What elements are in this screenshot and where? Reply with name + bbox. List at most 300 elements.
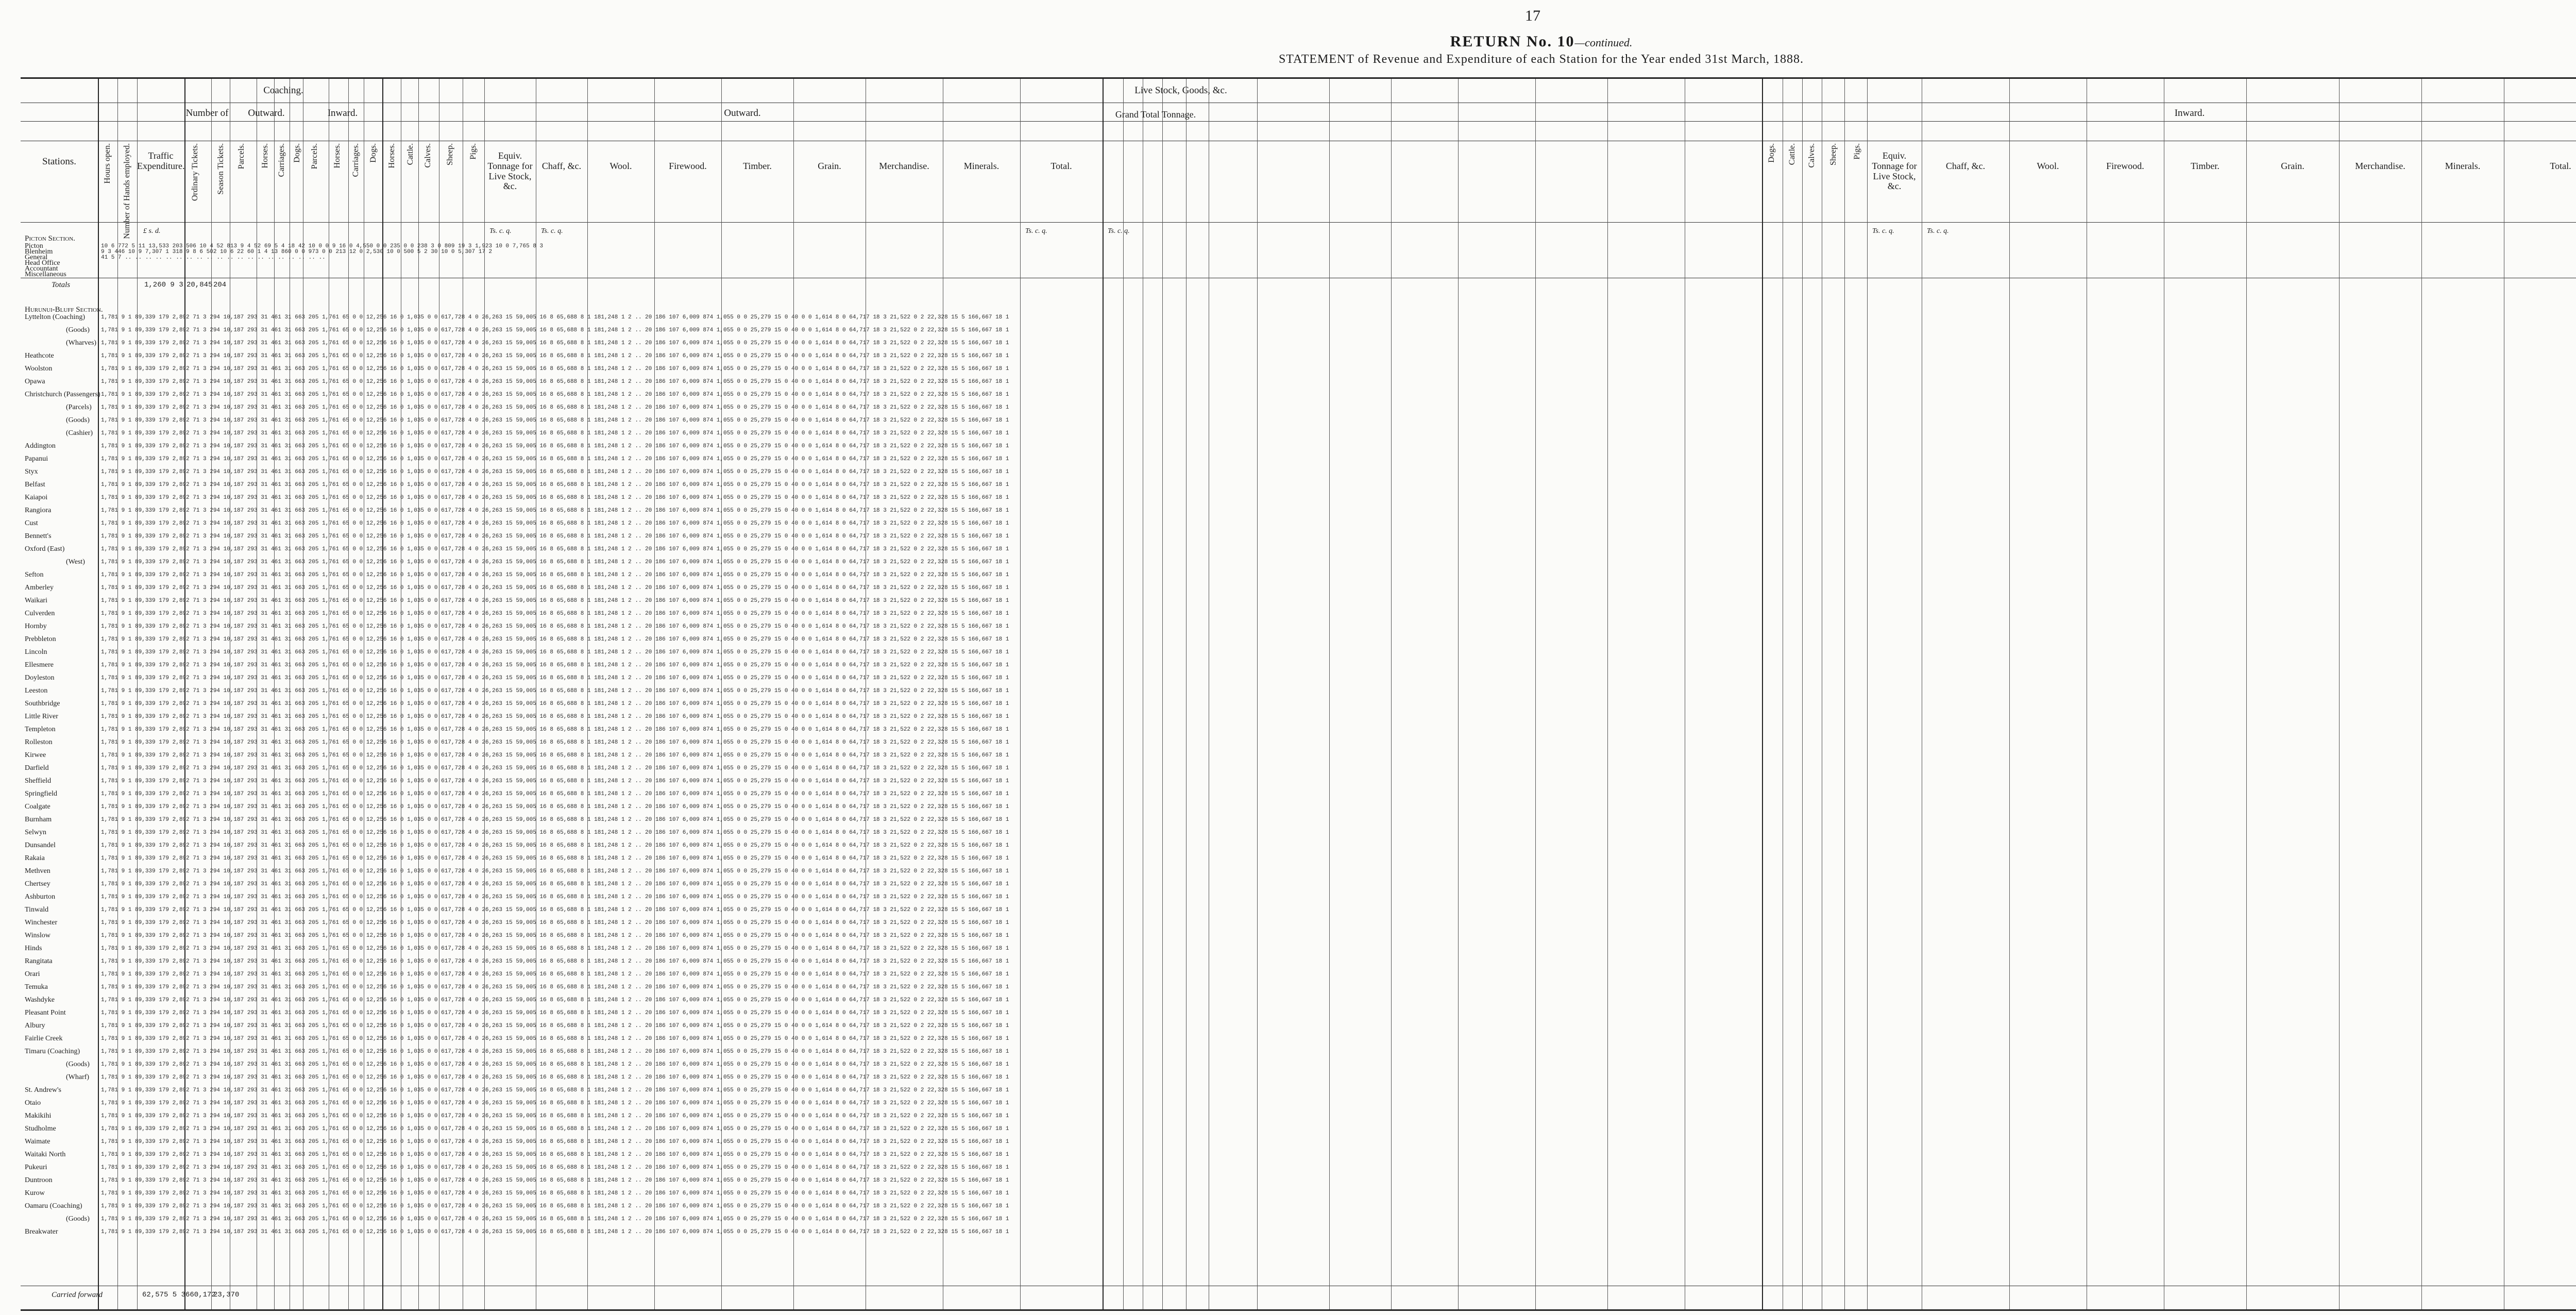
hurunui-row: [21, 893, 2576, 901]
row-values: 1,781 9 1 89,339 179 2,892 71 3 294 10,187 293 31 461 31 663 205 1,761 65 0 0 12,256 16 0 1,035 0 0 617,728 4 0 26,263 15 59,005 16 8 65,688 8 1 181,248 1 2 .. 20 186 107 6,009 874 1,055 0 0 25,279 15 0 40 0 0 1,614 8 0 64,717 18 3 21,522 0 2 22,328 15 5 166,667 18 1: [101, 830, 1009, 836]
hurunui-row: [21, 597, 2576, 604]
station-name: Templeton: [25, 726, 56, 733]
hurunui-row: [21, 456, 2576, 463]
hurunui-row: [21, 365, 2576, 373]
station-name: Methven: [25, 867, 50, 875]
hurunui-row: [21, 1112, 2576, 1120]
station-name: Lincoln: [25, 648, 47, 656]
row-values: 1,781 9 1 89,339 179 2,892 71 3 294 10,187 293 31 461 31 663 205 1,761 65 0 0 12,256 16 0 1,035 0 0 617,728 4 0 26,263 15 59,005 16 8 65,688 8 1 181,248 1 2 .. 20 186 107 6,009 874 1,055 0 0 25,279 15 0 40 0 0 1,614 8 0 64,717 18 3 21,522 0 2 22,328 15 5 166,667 18 1: [101, 1203, 1009, 1209]
hurunui-row: [21, 571, 2576, 579]
cf-tickets: 660,172: [185, 1291, 216, 1299]
station-name: Rangiora: [25, 507, 52, 514]
station-name: Opawa: [25, 378, 45, 385]
station-name: Dunsandel: [25, 841, 56, 849]
hurunui-row: [21, 662, 2576, 669]
station-name: (Wharves): [66, 339, 97, 347]
hurunui-row: [21, 636, 2576, 643]
hurunui-row: [21, 919, 2576, 926]
row-values: 1,781 9 1 89,339 179 2,892 71 3 294 10,187 293 31 461 31 663 205 1,761 65 0 0 12,256 16 0 1,035 0 0 617,728 4 0 26,263 15 59,005 16 8 65,688 8 1 181,248 1 2 .. 20 186 107 6,009 874 1,055 0 0 25,279 15 0 40 0 0 1,614 8 0 64,717 18 3 21,522 0 2 22,328 15 5 166,667 18 1: [101, 443, 1009, 449]
row-values: 1,781 9 1 89,339 179 2,892 71 3 294 10,187 293 31 461 31 663 205 1,761 65 0 0 12,256 16 0 1,035 0 0 617,728 4 0 26,263 15 59,005 16 8 65,688 8 1 181,248 1 2 .. 20 186 107 6,009 874 1,055 0 0 25,279 15 0 40 0 0 1,614 8 0 64,717 18 3 21,522 0 2 22,328 15 5 166,667 18 1: [101, 765, 1009, 771]
return-table: [21, 77, 2576, 1311]
row-values: 1,781 9 1 89,339 179 2,892 71 3 294 10,187 293 31 461 31 663 205 1,761 65 0 0 12,256 16 0 1,035 0 0 617,728 4 0 26,263 15 59,005 16 8 65,688 8 1 181,248 1 2 .. 20 186 107 6,009 874 1,055 0 0 25,279 15 0 40 0 0 1,614 8 0 64,717 18 3 21,522 0 2 22,328 15 5 166,667 18 1: [101, 739, 1009, 746]
row-values: 1,781 9 1 89,339 179 2,892 71 3 294 10,187 293 31 461 31 663 205 1,761 65 0 0 12,256 16 0 1,035 0 0 617,728 4 0 26,263 15 59,005 16 8 65,688 8 1 181,248 1 2 .. 20 186 107 6,009 874 1,055 0 0 25,279 15 0 40 0 0 1,614 8 0 64,717 18 3 21,522 0 2 22,328 15 5 166,667 18 1: [101, 1177, 1009, 1184]
hurunui-row: [21, 881, 2576, 888]
row-values: 1,781 9 1 89,339 179 2,892 71 3 294 10,187 293 31 461 31 663 205 1,761 65 0 0 12,256 16 0 1,035 0 0 617,728 4 0 26,263 15 59,005 16 8 65,688 8 1 181,248 1 2 .. 20 186 107 6,009 874 1,055 0 0 25,279 15 0 40 0 0 1,614 8 0 64,717 18 3 21,522 0 2 22,328 15 5 166,667 18 1: [101, 456, 1009, 462]
row-values: 1,781 9 1 89,339 179 2,892 71 3 294 10,187 293 31 461 31 663 205 1,761 65 0 0 12,256 16 0 1,035 0 0 617,728 4 0 26,263 15 59,005 16 8 65,688 8 1 181,248 1 2 .. 20 186 107 6,009 874 1,055 0 0 25,279 15 0 40 0 0 1,614 8 0 64,717 18 3 21,522 0 2 22,328 15 5 166,667 18 1: [101, 1087, 1009, 1093]
station-name: (Parcels): [66, 403, 92, 411]
station-name: Chertsey: [25, 880, 50, 888]
station-name: Ashburton: [25, 893, 56, 901]
row-values: 1,781 9 1 89,339 179 2,892 71 3 294 10,187 293 31 461 31 663 205 1,761 65 0 0 12,256 16 0 1,035 0 0 617,728 4 0 26,263 15 59,005 16 8 65,688 8 1 181,248 1 2 .. 20 186 107 6,009 874 1,055 0 0 25,279 15 0 40 0 0 1,614 8 0 64,717 18 3 21,522 0 2 22,328 15 5 166,667 18 1: [101, 1049, 1009, 1055]
in-merchandise-header: Merchandise.: [2355, 161, 2405, 171]
hurunui-row: [21, 468, 2576, 476]
page-number: 17: [1525, 7, 1540, 24]
station-name: Waimate: [25, 1138, 50, 1145]
return-title-text: RETURN No. 10: [1450, 33, 1575, 50]
ordinary-tickets-header: Ordinary Tickets.: [191, 143, 199, 201]
row-values: 1,781 9 1 89,339 179 2,892 71 3 294 10,187 293 31 461 31 663 205 1,761 65 0 0 12,256 16 0 1,035 0 0 617,728 4 0 26,263 15 59,005 16 8 65,688 8 1 181,248 1 2 .. 20 186 107 6,009 874 1,055 0 0 25,279 15 0 40 0 0 1,614 8 0 64,717 18 3 21,522 0 2 22,328 15 5 166,667 18 1: [101, 1023, 1009, 1029]
hours-open-header: Hours open.: [103, 143, 112, 184]
station-name: Orari: [25, 970, 40, 978]
station-name: Kurow: [25, 1189, 45, 1197]
in-dogs-ls-header: Dogs.: [1767, 143, 1776, 163]
station-name: Hornby: [25, 622, 47, 630]
hurunui-row: [21, 816, 2576, 823]
row-values: 1,781 9 1 89,339 179 2,892 71 3 294 10,187 293 31 461 31 663 205 1,761 65 0 0 12,256 16 0 1,035 0 0 617,728 4 0 26,263 15 59,005 16 8 65,688 8 1 181,248 1 2 .. 20 186 107 6,009 874 1,055 0 0 25,279 15 0 40 0 0 1,614 8 0 64,717 18 3 21,522 0 2 22,328 15 5 166,667 18 1: [101, 727, 1009, 733]
row-values: 1,781 9 1 89,339 179 2,892 71 3 294 10,187 293 31 461 31 663 205 1,761 65 0 0 12,256 16 0 1,035 0 0 617,728 4 0 26,263 15 59,005 16 8 65,688 8 1 181,248 1 2 .. 20 186 107 6,009 874 1,055 0 0 25,279 15 0 40 0 0 1,614 8 0 64,717 18 3 21,522 0 2 22,328 15 5 166,667 18 1: [101, 855, 1009, 862]
station-name: Kirwee: [25, 751, 46, 759]
hurunui-row: [21, 1048, 2576, 1055]
hurunui-row: [21, 739, 2576, 746]
coaching-inward-header: Inward.: [327, 108, 358, 119]
hurunui-row: [21, 494, 2576, 501]
station-name: Bennett's: [25, 532, 52, 540]
station-name: Tinwald: [25, 906, 49, 914]
row-values: 1,781 9 1 89,339 179 2,892 71 3 294 10,187 293 31 461 31 663 205 1,761 65 0 0 12,256 16 0 1,035 0 0 617,728 4 0 26,263 15 59,005 16 8 65,688 8 1 181,248 1 2 .. 20 186 107 6,009 874 1,055 0 0 25,279 15 0 40 0 0 1,614 8 0 64,717 18 3 21,522 0 2 22,328 15 5 166,667 18 1: [101, 508, 1009, 514]
station-name: Woolston: [25, 365, 53, 373]
in-total-header: Total.: [2550, 161, 2571, 171]
row-values: 1,781 9 1 89,339 179 2,892 71 3 294 10,187 293 31 461 31 663 205 1,761 65 0 0 12,256 16 0 1,035 0 0 617,728 4 0 26,263 15 59,005 16 8 65,688 8 1 181,248 1 2 .. 20 186 107 6,009 874 1,055 0 0 25,279 15 0 40 0 0 1,614 8 0 64,717 18 3 21,522 0 2 22,328 15 5 166,667 18 1: [101, 688, 1009, 694]
hurunui-row: [21, 610, 2576, 617]
out-wool-header: Wool.: [609, 161, 632, 171]
hurunui-row: [21, 1009, 2576, 1017]
station-name: Amberley: [25, 584, 54, 592]
live-stock-header: Live Stock, Goods, &c.: [1134, 85, 1227, 96]
hurunui-row: [21, 417, 2576, 424]
hurunui-row: [21, 1228, 2576, 1236]
in-wool-header: Wool.: [2037, 161, 2059, 171]
row-values: 1,781 9 1 89,339 179 2,892 71 3 294 10,187 293 31 461 31 663 205 1,761 65 0 0 12,256 16 0 1,035 0 0 617,728 4 0 26,263 15 59,005 16 8 65,688 8 1 181,248 1 2 .. 20 186 107 6,009 874 1,055 0 0 25,279 15 0 40 0 0 1,614 8 0 64,717 18 3 21,522 0 2 22,328 15 5 166,667 18 1: [101, 1061, 1009, 1068]
row-values: 1,781 9 1 89,339 179 2,892 71 3 294 10,187 293 31 461 31 663 205 1,761 65 0 0 12,256 16 0 1,035 0 0 617,728 4 0 26,263 15 59,005 16 8 65,688 8 1 181,248 1 2 .. 20 186 107 6,009 874 1,055 0 0 25,279 15 0 40 0 0 1,614 8 0 64,717 18 3 21,522 0 2 22,328 15 5 166,667 18 1: [101, 971, 1009, 977]
station-name: Albury: [25, 1022, 45, 1030]
picton-total-expenditure: 1,260 9 3: [144, 281, 183, 289]
hurunui-row: [21, 906, 2576, 914]
row-values: 1,781 9 1 89,339 179 2,892 71 3 294 10,187 293 31 461 31 663 205 1,761 65 0 0 12,256 16 0 1,035 0 0 617,728 4 0 26,263 15 59,005 16 8 65,688 8 1 181,248 1 2 .. 20 186 107 6,009 874 1,055 0 0 25,279 15 0 40 0 0 1,614 8 0 64,717 18 3 21,522 0 2 22,328 15 5 166,667 18 1: [101, 804, 1009, 810]
hurunui-row: [21, 443, 2576, 450]
station-name: Southbridge: [25, 700, 60, 707]
number-of-header: Number of: [185, 108, 229, 119]
row-values: 1,781 9 1 89,339 179 2,892 71 3 294 10,187 293 31 461 31 663 205 1,761 65 0 0 12,256 16 0 1,035 0 0 617,728 4 0 26,263 15 59,005 16 8 65,688 8 1 181,248 1 2 .. 20 186 107 6,009 874 1,055 0 0 25,279 15 0 40 0 0 1,614 8 0 64,717 18 3 21,522 0 2 22,328 15 5 166,667 18 1: [101, 417, 1009, 424]
row-values: 1,781 9 1 89,339 179 2,892 71 3 294 10,187 293 31 461 31 663 205 1,761 65 0 0 12,256 16 0 1,035 0 0 617,728 4 0 26,263 15 59,005 16 8 65,688 8 1 181,248 1 2 .. 20 186 107 6,009 874 1,055 0 0 25,279 15 0 40 0 0 1,614 8 0 64,717 18 3 21,522 0 2 22,328 15 5 166,667 18 1: [101, 984, 1009, 990]
station-name: Pleasant Point: [25, 1009, 66, 1017]
in-dogs-header: Dogs.: [369, 143, 378, 163]
station-name: Addington: [25, 442, 56, 450]
hurunui-row: [21, 1151, 2576, 1158]
station-name: Pukeuri: [25, 1164, 47, 1171]
hurunui-row: [21, 584, 2576, 592]
row-values: 1,781 9 1 89,339 179 2,892 71 3 294 10,187 293 31 461 31 663 205 1,761 65 0 0 12,256 16 0 1,035 0 0 617,728 4 0 26,263 15 59,005 16 8 65,688 8 1 181,248 1 2 .. 20 186 107 6,009 874 1,055 0 0 25,279 15 0 40 0 0 1,614 8 0 64,717 18 3 21,522 0 2 22,328 15 5 166,667 18 1: [101, 1216, 1009, 1222]
station-name: Coalgate: [25, 803, 50, 811]
row-values: 1,781 9 1 89,339 179 2,892 71 3 294 10,187 293 31 461 31 663 205 1,761 65 0 0 12,256 16 0 1,035 0 0 617,728 4 0 26,263 15 59,005 16 8 65,688 8 1 181,248 1 2 .. 20 186 107 6,009 874 1,055 0 0 25,279 15 0 40 0 0 1,614 8 0 64,717 18 3 21,522 0 2 22,328 15 5 166,667 18 1: [101, 1113, 1009, 1119]
stations-header-left: Stations.: [42, 156, 76, 167]
out-sheep-header: Sheep.: [446, 143, 454, 166]
hurunui-row: [21, 649, 2576, 656]
units-in-chaff: Ts. c. q.: [1927, 227, 1949, 235]
station-name: Papanui: [25, 455, 48, 463]
hurunui-row: [21, 713, 2576, 720]
goods-outward-header: Outward.: [724, 108, 761, 119]
row-values: 1,781 9 1 89,339 179 2,892 71 3 294 10,187 293 31 461 31 663 205 1,761 65 0 0 12,256 16 0 1,035 0 0 617,728 4 0 26,263 15 59,005 16 8 65,688 8 1 181,248 1 2 .. 20 186 107 6,009 874 1,055 0 0 25,279 15 0 40 0 0 1,614 8 0 64,717 18 3 21,522 0 2 22,328 15 5 166,667 18 1: [101, 881, 1009, 887]
coaching-outward-header: Outward.: [248, 108, 285, 119]
hurunui-row: [21, 327, 2576, 334]
hurunui-row: [21, 404, 2576, 411]
out-equiv-header: Equiv. Tonnage for Live Stock, &c.: [487, 150, 533, 192]
hurunui-row: [21, 842, 2576, 849]
carried-forward-label: Carried forward: [52, 1291, 103, 1299]
row-values: 1,781 9 1 89,339 179 2,892 71 3 294 10,187 293 31 461 31 663 205 1,761 65 0 0 12,256 16 0 1,035 0 0 617,728 4 0 26,263 15 59,005 16 8 65,688 8 1 181,248 1 2 .. 20 186 107 6,009 874 1,055 0 0 25,279 15 0 40 0 0 1,614 8 0 64,717 18 3 21,522 0 2 22,328 15 5 166,667 18 1: [101, 649, 1009, 655]
row-values: 1,781 9 1 89,339 179 2,892 71 3 294 10,187 293 31 461 31 663 205 1,761 65 0 0 12,256 16 0 1,035 0 0 617,728 4 0 26,263 15 59,005 16 8 65,688 8 1 181,248 1 2 .. 20 186 107 6,009 874 1,055 0 0 25,279 15 0 40 0 0 1,614 8 0 64,717 18 3 21,522 0 2 22,328 15 5 166,667 18 1: [101, 379, 1009, 385]
hurunui-row: [21, 1035, 2576, 1042]
hurunui-section-heading: Hurunui-Bluff Section.: [25, 306, 103, 314]
station-name: Washdyke: [25, 996, 55, 1004]
in-cattle-header: Cattle.: [1788, 143, 1797, 165]
row-values: 1,781 9 1 89,339 179 2,892 71 3 294 10,187 293 31 461 31 663 205 1,761 65 0 0 12,256 16 0 1,035 0 0 617,728 4 0 26,263 15 59,005 16 8 65,688 8 1 181,248 1 2 .. 20 186 107 6,009 874 1,055 0 0 25,279 15 0 40 0 0 1,614 8 0 64,717 18 3 21,522 0 2 22,328 15 5 166,667 18 1: [101, 1229, 1009, 1235]
return-title-suffix: —continued.: [1574, 36, 1633, 49]
station-name: Duntroon: [25, 1176, 53, 1184]
out-dogs-header: Dogs.: [293, 143, 301, 163]
row-values: 1,781 9 1 89,339 179 2,892 71 3 294 10,187 293 31 461 31 663 205 1,761 65 0 0 12,256 16 0 1,035 0 0 617,728 4 0 26,263 15 59,005 16 8 65,688 8 1 181,248 1 2 .. 20 186 107 6,009 874 1,055 0 0 25,279 15 0 40 0 0 1,614 8 0 64,717 18 3 21,522 0 2 22,328 15 5 166,667 18 1: [101, 546, 1009, 552]
station-name: Burnham: [25, 816, 52, 823]
hurunui-row: [21, 868, 2576, 875]
in-firewood-header: Firewood.: [2106, 161, 2144, 171]
out-horses-ls-header: Horses.: [387, 143, 396, 168]
row-values: 1,781 9 1 89,339 179 2,892 71 3 294 10,187 293 31 461 31 663 205 1,761 65 0 0 12,256 16 0 1,035 0 0 617,728 4 0 26,263 15 59,005 16 8 65,688 8 1 181,248 1 2 .. 20 186 107 6,009 874 1,055 0 0 25,279 15 0 40 0 0 1,614 8 0 64,717 18 3 21,522 0 2 22,328 15 5 166,667 18 1: [101, 907, 1009, 913]
row-values: 1,781 9 1 89,339 179 2,892 71 3 294 10,187 293 31 461 31 663 205 1,761 65 0 0 12,256 16 0 1,035 0 0 617,728 4 0 26,263 15 59,005 16 8 65,688 8 1 181,248 1 2 .. 20 186 107 6,009 874 1,055 0 0 25,279 15 0 40 0 0 1,614 8 0 64,717 18 3 21,522 0 2 22,328 15 5 166,667 18 1: [101, 482, 1009, 488]
hurunui-row: [21, 314, 2576, 321]
hurunui-row: [21, 546, 2576, 553]
row-values: 1,781 9 1 89,339 179 2,892 71 3 294 10,187 293 31 461 31 663 205 1,761 65 0 0 12,256 16 0 1,035 0 0 617,728 4 0 26,263 15 59,005 16 8 65,688 8 1 181,248 1 2 .. 20 186 107 6,009 874 1,055 0 0 25,279 15 0 40 0 0 1,614 8 0 64,717 18 3 21,522 0 2 22,328 15 5 166,667 18 1: [101, 598, 1009, 604]
out-horses-header: Horses.: [261, 143, 269, 168]
cf-season: 23,370: [213, 1291, 240, 1299]
hurunui-row: [21, 945, 2576, 952]
row-values: 1,781 9 1 89,339 179 2,892 71 3 294 10,187 293 31 461 31 663 205 1,761 65 0 0 12,256 16 0 1,035 0 0 617,728 4 0 26,263 15 59,005 16 8 65,688 8 1 181,248 1 2 .. 20 186 107 6,009 874 1,055 0 0 25,279 15 0 40 0 0 1,614 8 0 64,717 18 3 21,522 0 2 22,328 15 5 166,667 18 1: [101, 701, 1009, 707]
station-name: Picton: [25, 242, 43, 250]
units-in-equiv: Ts. c. q.: [1872, 227, 1894, 235]
picton-total-season: 204: [213, 281, 227, 289]
hurunui-row: [21, 1203, 2576, 1210]
hurunui-row: [21, 1138, 2576, 1145]
hurunui-row: [21, 1164, 2576, 1171]
in-carriages-header: Carriages.: [351, 143, 360, 177]
hurunui-row: [21, 855, 2576, 862]
station-name: Kaiapoi: [25, 494, 48, 501]
station-name: Timaru (Coaching): [25, 1048, 80, 1055]
hurunui-row: [21, 829, 2576, 836]
hurunui-row: [21, 803, 2576, 811]
hurunui-row: [21, 1125, 2576, 1133]
out-grain-header: Grain.: [818, 161, 841, 171]
station-name: (Goods): [66, 326, 90, 334]
station-name: Breakwater: [25, 1228, 58, 1236]
station-name: Oamaru (Coaching): [25, 1202, 82, 1210]
hurunui-row: [21, 997, 2576, 1004]
row-values: 1,781 9 1 89,339 179 2,892 71 3 294 10,187 293 31 461 31 663 205 1,761 65 0 0 12,256 16 0 1,035 0 0 617,728 4 0 26,263 15 59,005 16 8 65,688 8 1 181,248 1 2 .. 20 186 107 6,009 874 1,055 0 0 25,279 15 0 40 0 0 1,614 8 0 64,717 18 3 21,522 0 2 22,328 15 5 166,667 18 1: [101, 675, 1009, 681]
station-name: Selwyn: [25, 829, 46, 836]
station-name: Styx: [25, 468, 38, 476]
row-values: 1,781 9 1 89,339 179 2,892 71 3 294 10,187 293 31 461 31 663 205 1,761 65 0 0 12,256 16 0 1,035 0 0 617,728 4 0 26,263 15 59,005 16 8 65,688 8 1 181,248 1 2 .. 20 186 107 6,009 874 1,055 0 0 25,279 15 0 40 0 0 1,614 8 0 64,717 18 3 21,522 0 2 22,328 15 5 166,667 18 1: [101, 533, 1009, 540]
row-values: 1,781 9 1 89,339 179 2,892 71 3 294 10,187 293 31 461 31 663 205 1,761 65 0 0 12,256 16 0 1,035 0 0 617,728 4 0 26,263 15 59,005 16 8 65,688 8 1 181,248 1 2 .. 20 186 107 6,009 874 1,055 0 0 25,279 15 0 40 0 0 1,614 8 0 64,717 18 3 21,522 0 2 22,328 15 5 166,667 18 1: [101, 842, 1009, 849]
station-name: Sefton: [25, 571, 44, 579]
station-name: Makikihi: [25, 1112, 52, 1120]
row-values: 1,781 9 1 89,339 179 2,892 71 3 294 10,187 293 31 461 31 663 205 1,761 65 0 0 12,256 16 0 1,035 0 0 617,728 4 0 26,263 15 59,005 16 8 65,688 8 1 181,248 1 2 .. 20 186 107 6,009 874 1,055 0 0 25,279 15 0 40 0 0 1,614 8 0 64,717 18 3 21,522 0 2 22,328 15 5 166,667 18 1: [101, 366, 1009, 372]
hurunui-row: [21, 984, 2576, 991]
station-name: Belfast: [25, 481, 45, 488]
hurunui-row: [21, 958, 2576, 965]
row-values: 1,781 9 1 89,339 179 2,892 71 3 294 10,187 293 31 461 31 663 205 1,761 65 0 0 12,256 16 0 1,035 0 0 617,728 4 0 26,263 15 59,005 16 8 65,688 8 1 181,248 1 2 .. 20 186 107 6,009 874 1,055 0 0 25,279 15 0 40 0 0 1,614 8 0 64,717 18 3 21,522 0 2 22,328 15 5 166,667 18 1: [101, 1126, 1009, 1132]
out-total-header: Total.: [1050, 161, 1072, 171]
out-chaff-header: Chaff, &c.: [541, 161, 582, 171]
row-values: 1,781 9 1 89,339 179 2,892 71 3 294 10,187 293 31 461 31 663 205 1,761 65 0 0 12,256 16 0 1,035 0 0 617,728 4 0 26,263 15 59,005 16 8 65,688 8 1 181,248 1 2 .. 20 186 107 6,009 874 1,055 0 0 25,279 15 0 40 0 0 1,614 8 0 64,717 18 3 21,522 0 2 22,328 15 5 166,667 18 1: [101, 1010, 1009, 1016]
row-values: 1,781 9 1 89,339 179 2,892 71 3 294 10,187 293 31 461 31 663 205 1,761 65 0 0 12,256 16 0 1,035 0 0 617,728 4 0 26,263 15 59,005 16 8 65,688 8 1 181,248 1 2 .. 20 186 107 6,009 874 1,055 0 0 25,279 15 0 40 0 0 1,614 8 0 64,717 18 3 21,522 0 2 22,328 15 5 166,667 18 1: [101, 340, 1009, 346]
row-values: 1,781 9 1 89,339 179 2,892 71 3 294 10,187 293 31 461 31 663 205 1,761 65 0 0 12,256 16 0 1,035 0 0 617,728 4 0 26,263 15 59,005 16 8 65,688 8 1 181,248 1 2 .. 20 186 107 6,009 874 1,055 0 0 25,279 15 0 40 0 0 1,614 8 0 64,717 18 3 21,522 0 2 22,328 15 5 166,667 18 1: [101, 997, 1009, 1003]
in-minerals-header: Minerals.: [2445, 161, 2481, 171]
row-values: 1,781 9 1 89,339 179 2,892 71 3 294 10,187 293 31 461 31 663 205 1,761 65 0 0 12,256 16 0 1,035 0 0 617,728 4 0 26,263 15 59,005 16 8 65,688 8 1 181,248 1 2 .. 20 186 107 6,009 874 1,055 0 0 25,279 15 0 40 0 0 1,614 8 0 64,717 18 3 21,522 0 2 22,328 15 5 166,667 18 1: [101, 404, 1009, 411]
row-values: 1,781 9 1 89,339 179 2,892 71 3 294 10,187 293 31 461 31 663 205 1,761 65 0 0 12,256 16 0 1,035 0 0 617,728 4 0 26,263 15 59,005 16 8 65,688 8 1 181,248 1 2 .. 20 186 107 6,009 874 1,055 0 0 25,279 15 0 40 0 0 1,614 8 0 64,717 18 3 21,522 0 2 22,328 15 5 166,667 18 1: [101, 933, 1009, 939]
row-values: 1,781 9 1 89,339 179 2,892 71 3 294 10,187 293 31 461 31 663 205 1,761 65 0 0 12,256 16 0 1,035 0 0 617,728 4 0 26,263 15 59,005 16 8 65,688 8 1 181,248 1 2 .. 20 186 107 6,009 874 1,055 0 0 25,279 15 0 40 0 0 1,614 8 0 64,717 18 3 21,522 0 2 22,328 15 5 166,667 18 1: [101, 353, 1009, 359]
in-pigs-header: Pigs.: [1853, 143, 1861, 160]
station-name: Sheffield: [25, 777, 52, 785]
hurunui-row: [21, 340, 2576, 347]
hurunui-row: [21, 1022, 2576, 1030]
station-name: General: [25, 254, 48, 261]
station-name: (Wharf): [66, 1073, 90, 1081]
row-values: 1,781 9 1 89,339 179 2,892 71 3 294 10,187 293 31 461 31 663 205 1,761 65 0 0 12,256 16 0 1,035 0 0 617,728 4 0 26,263 15 59,005 16 8 65,688 8 1 181,248 1 2 .. 20 186 107 6,009 874 1,055 0 0 25,279 15 0 40 0 0 1,614 8 0 64,717 18 3 21,522 0 2 22,328 15 5 166,667 18 1: [101, 559, 1009, 565]
out-timber-header: Timber.: [743, 161, 772, 171]
station-name: Blenheim: [25, 248, 53, 256]
hurunui-row: [21, 1100, 2576, 1107]
station-name: Temuka: [25, 983, 48, 991]
out-grand-total-header: Grand Total Tonnage.: [1115, 109, 1196, 120]
station-name: Prebbleton: [25, 635, 56, 643]
station-name: Winslow: [25, 932, 50, 939]
station-name: St. Andrew's: [25, 1086, 61, 1094]
row-values: 41 5 7 .. .. .. .. .. .. .. .. .. .. .. .. .. .. .. .. .. .. .. ..: [101, 255, 326, 261]
out-cattle-header: Cattle.: [406, 143, 415, 165]
row-values: 1,781 9 1 89,339 179 2,892 71 3 294 10,187 293 31 461 31 663 205 1,761 65 0 0 12,256 16 0 1,035 0 0 617,728 4 0 26,263 15 59,005 16 8 65,688 8 1 181,248 1 2 .. 20 186 107 6,009 874 1,055 0 0 25,279 15 0 40 0 0 1,614 8 0 64,717 18 3 21,522 0 2 22,328 15 5 166,667 18 1: [101, 392, 1009, 398]
picton-totals-label: Totals: [52, 281, 71, 289]
row-values: 1,781 9 1 89,339 179 2,892 71 3 294 10,187 293 31 461 31 663 205 1,761 65 0 0 12,256 16 0 1,035 0 0 617,728 4 0 26,263 15 59,005 16 8 65,688 8 1 181,248 1 2 .. 20 186 107 6,009 874 1,055 0 0 25,279 15 0 40 0 0 1,614 8 0 64,717 18 3 21,522 0 2 22,328 15 5 166,667 18 1: [101, 662, 1009, 668]
hurunui-row: [21, 533, 2576, 540]
row-values: 10 6 772 5 11 13,533 203 506 10 4 52 813 9 4 52 69 5 4 18 42 10 0 0 9 16 0 4,550 0 0 235 0 0 238 3 0 809 19 3 1,923 10 0 7,765 8 3: [101, 243, 544, 249]
out-merchandise-header: Merchandise.: [879, 161, 929, 171]
station-name: Miscellaneous: [25, 271, 66, 278]
row-values: 1,781 9 1 89,339 179 2,892 71 3 294 10,187 293 31 461 31 663 205 1,761 65 0 0 12,256 16 0 1,035 0 0 617,728 4 0 26,263 15 59,005 16 8 65,688 8 1 181,248 1 2 .. 20 186 107 6,009 874 1,055 0 0 25,279 15 0 40 0 0 1,614 8 0 64,717 18 3 21,522 0 2 22,328 15 5 166,667 18 1: [101, 714, 1009, 720]
out-calves-header: Calves.: [423, 143, 432, 168]
row-values: 1,781 9 1 89,339 179 2,892 71 3 294 10,187 293 31 461 31 663 205 1,761 65 0 0 12,256 16 0 1,035 0 0 617,728 4 0 26,263 15 59,005 16 8 65,688 8 1 181,248 1 2 .. 20 186 107 6,009 874 1,055 0 0 25,279 15 0 40 0 0 1,614 8 0 64,717 18 3 21,522 0 2 22,328 15 5 166,667 18 1: [101, 958, 1009, 965]
hurunui-row: [21, 507, 2576, 514]
hurunui-row: [21, 765, 2576, 772]
out-firewood-header: Firewood.: [669, 161, 707, 171]
row-values: 1,781 9 1 89,339 179 2,892 71 3 294 10,187 293 31 461 31 663 205 1,761 65 0 0 12,256 16 0 1,035 0 0 617,728 4 0 26,263 15 59,005 16 8 65,688 8 1 181,248 1 2 .. 20 186 107 6,009 874 1,055 0 0 25,279 15 0 40 0 0 1,614 8 0 64,717 18 3 21,522 0 2 22,328 15 5 166,667 18 1: [101, 1100, 1009, 1106]
row-values: 1,781 9 1 89,339 179 2,892 71 3 294 10,187 293 31 461 31 663 205 1,761 65 0 0 12,256 16 0 1,035 0 0 617,728 4 0 26,263 15 59,005 16 8 65,688 8 1 181,248 1 2 .. 20 186 107 6,009 874 1,055 0 0 25,279 15 0 40 0 0 1,614 8 0 64,717 18 3 21,522 0 2 22,328 15 5 166,667 18 1: [101, 572, 1009, 578]
station-name: Leeston: [25, 687, 48, 695]
hurunui-row: [21, 752, 2576, 759]
row-values: 1,781 9 1 89,339 179 2,892 71 3 294 10,187 293 31 461 31 663 205 1,761 65 0 0 12,256 16 0 1,035 0 0 617,728 4 0 26,263 15 59,005 16 8 65,688 8 1 181,248 1 2 .. 20 186 107 6,009 874 1,055 0 0 25,279 15 0 40 0 0 1,614 8 0 64,717 18 3 21,522 0 2 22,328 15 5 166,667 18 1: [101, 946, 1009, 952]
station-name: Studholme: [25, 1125, 56, 1133]
row-values: 1,781 9 1 89,339 179 2,892 71 3 294 10,187 293 31 461 31 663 205 1,761 65 0 0 12,256 16 0 1,035 0 0 617,728 4 0 26,263 15 59,005 16 8 65,688 8 1 181,248 1 2 .. 20 186 107 6,009 874 1,055 0 0 25,279 15 0 40 0 0 1,614 8 0 64,717 18 3 21,522 0 2 22,328 15 5 166,667 18 1: [101, 495, 1009, 501]
station-name: (West): [66, 558, 85, 566]
station-name: Fairlie Creek: [25, 1035, 63, 1042]
row-values: 1,781 9 1 89,339 179 2,892 71 3 294 10,187 293 31 461 31 663 205 1,761 65 0 0 12,256 16 0 1,035 0 0 617,728 4 0 26,263 15 59,005 16 8 65,688 8 1 181,248 1 2 .. 20 186 107 6,009 874 1,055 0 0 25,279 15 0 40 0 0 1,614 8 0 64,717 18 3 21,522 0 2 22,328 15 5 166,667 18 1: [101, 1165, 1009, 1171]
hurunui-row: [21, 520, 2576, 527]
in-parcels-header: Parcels.: [310, 143, 319, 170]
season-tickets-header: Season Tickets.: [216, 143, 225, 195]
station-name: Doyleston: [25, 674, 55, 682]
row-values: 1,781 9 1 89,339 179 2,892 71 3 294 10,187 293 31 461 31 663 205 1,761 65 0 0 12,256 16 0 1,035 0 0 617,728 4 0 26,263 15 59,005 16 8 65,688 8 1 181,248 1 2 .. 20 186 107 6,009 874 1,055 0 0 25,279 15 0 40 0 0 1,614 8 0 64,717 18 3 21,522 0 2 22,328 15 5 166,667 18 1: [101, 817, 1009, 823]
hurunui-row: [21, 700, 2576, 707]
station-name: Culverden: [25, 610, 55, 617]
in-chaff-header: Chaff, &c.: [1945, 161, 1986, 171]
hurunui-row: [21, 971, 2576, 978]
row-values: 1,781 9 1 89,339 179 2,892 71 3 294 10,187 293 31 461 31 663 205 1,761 65 0 0 12,256 16 0 1,035 0 0 617,728 4 0 26,263 15 59,005 16 8 65,688 8 1 181,248 1 2 .. 20 186 107 6,009 874 1,055 0 0 25,279 15 0 40 0 0 1,614 8 0 64,717 18 3 21,522 0 2 22,328 15 5 166,667 18 1: [101, 314, 1009, 321]
hurunui-row: [21, 559, 2576, 566]
row-values: 1,781 9 1 89,339 179 2,892 71 3 294 10,187 293 31 461 31 663 205 1,761 65 0 0 12,256 16 0 1,035 0 0 617,728 4 0 26,263 15 59,005 16 8 65,688 8 1 181,248 1 2 .. 20 186 107 6,009 874 1,055 0 0 25,279 15 0 40 0 0 1,614 8 0 64,717 18 3 21,522 0 2 22,328 15 5 166,667 18 1: [101, 791, 1009, 797]
hurunui-row: [21, 481, 2576, 488]
station-name: Waitaki North: [25, 1151, 66, 1158]
station-name: Accountant: [25, 265, 58, 273]
units-expenditure: £ s. d.: [143, 227, 161, 235]
row-values: 1,781 9 1 89,339 179 2,892 71 3 294 10,187 293 31 461 31 663 205 1,761 65 0 0 12,256 16 0 1,035 0 0 617,728 4 0 26,263 15 59,005 16 8 65,688 8 1 181,248 1 2 .. 20 186 107 6,009 874 1,055 0 0 25,279 15 0 40 0 0 1,614 8 0 64,717 18 3 21,522 0 2 22,328 15 5 166,667 18 1: [101, 868, 1009, 874]
in-sheep-header: Sheep.: [1829, 143, 1838, 166]
goods-inward-header: Inward.: [2174, 108, 2205, 119]
hurunui-row: [21, 391, 2576, 398]
hurunui-row: [21, 790, 2576, 798]
station-name: Ellesmere: [25, 661, 54, 669]
hurunui-row: [21, 1190, 2576, 1197]
hurunui-row: [21, 726, 2576, 733]
header-rule-4: [21, 222, 2576, 223]
hurunui-row: [21, 778, 2576, 785]
row-values: 1,781 9 1 89,339 179 2,892 71 3 294 10,187 293 31 461 31 663 205 1,761 65 0 0 12,256 16 0 1,035 0 0 617,728 4 0 26,263 15 59,005 16 8 65,688 8 1 181,248 1 2 .. 20 186 107 6,009 874 1,055 0 0 25,279 15 0 40 0 0 1,614 8 0 64,717 18 3 21,522 0 2 22,328 15 5 166,667 18 1: [101, 636, 1009, 643]
row-values: 9 3 446 10 9 7,307 1 318 9 8 6 502 10 6 22 60 1 4 13 860 0 0 973 0 0 213 12 0 2,530 10 0 500 5 2 30 10 0 5,307 17 2: [101, 249, 493, 255]
row-values: 1,781 9 1 89,339 179 2,892 71 3 294 10,187 293 31 461 31 663 205 1,761 65 0 0 12,256 16 0 1,035 0 0 617,728 4 0 26,263 15 59,005 16 8 65,688 8 1 181,248 1 2 .. 20 186 107 6,009 874 1,055 0 0 25,279 15 0 40 0 0 1,614 8 0 64,717 18 3 21,522 0 2 22,328 15 5 166,667 18 1: [101, 920, 1009, 926]
hurunui-row: [21, 1216, 2576, 1223]
station-name: (Goods): [66, 416, 90, 424]
station-name: Rakaia: [25, 854, 45, 862]
row-values: 1,781 9 1 89,339 179 2,892 71 3 294 10,187 293 31 461 31 663 205 1,761 65 0 0 12,256 16 0 1,035 0 0 617,728 4 0 26,263 15 59,005 16 8 65,688 8 1 181,248 1 2 .. 20 186 107 6,009 874 1,055 0 0 25,279 15 0 40 0 0 1,614 8 0 64,717 18 3 21,522 0 2 22,328 15 5 166,667 18 1: [101, 752, 1009, 758]
units-out-equiv: Ts. c. q.: [489, 227, 512, 235]
out-carriages-header: Carriages.: [277, 143, 286, 177]
row-values: 1,781 9 1 89,339 179 2,892 71 3 294 10,187 293 31 461 31 663 205 1,761 65 0 0 12,256 16 0 1,035 0 0 617,728 4 0 26,263 15 59,005 16 8 65,688 8 1 181,248 1 2 .. 20 186 107 6,009 874 1,055 0 0 25,279 15 0 40 0 0 1,614 8 0 64,717 18 3 21,522 0 2 22,328 15 5 166,667 18 1: [101, 623, 1009, 630]
row-values: 1,781 9 1 89,339 179 2,892 71 3 294 10,187 293 31 461 31 663 205 1,761 65 0 0 12,256 16 0 1,035 0 0 617,728 4 0 26,263 15 59,005 16 8 65,688 8 1 181,248 1 2 .. 20 186 107 6,009 874 1,055 0 0 25,279 15 0 40 0 0 1,614 8 0 64,717 18 3 21,522 0 2 22,328 15 5 166,667 18 1: [101, 894, 1009, 900]
row-values: 1,781 9 1 89,339 179 2,892 71 3 294 10,187 293 31 461 31 663 205 1,761 65 0 0 12,256 16 0 1,035 0 0 617,728 4 0 26,263 15 59,005 16 8 65,688 8 1 181,248 1 2 .. 20 186 107 6,009 874 1,055 0 0 25,279 15 0 40 0 0 1,614 8 0 64,717 18 3 21,522 0 2 22,328 15 5 166,667 18 1: [101, 585, 1009, 591]
hands-employed-header: Number of Hands employed.: [123, 143, 131, 239]
row-values: 1,781 9 1 89,339 179 2,892 71 3 294 10,187 293 31 461 31 663 205 1,761 65 0 0 12,256 16 0 1,035 0 0 617,728 4 0 26,263 15 59,005 16 8 65,688 8 1 181,248 1 2 .. 20 186 107 6,009 874 1,055 0 0 25,279 15 0 40 0 0 1,614 8 0 64,717 18 3 21,522 0 2 22,328 15 5 166,667 18 1: [101, 327, 1009, 333]
units-out-total: Ts. c. q.: [1025, 227, 1047, 235]
station-name: Heathcote: [25, 352, 54, 360]
coaching-header: Coaching.: [263, 85, 303, 96]
out-minerals-header: Minerals.: [963, 161, 999, 171]
station-name: Cust: [25, 519, 38, 527]
row-values: 1,781 9 1 89,339 179 2,892 71 3 294 10,187 293 31 461 31 663 205 1,761 65 0 0 12,256 16 0 1,035 0 0 617,728 4 0 26,263 15 59,005 16 8 65,688 8 1 181,248 1 2 .. 20 186 107 6,009 874 1,055 0 0 25,279 15 0 40 0 0 1,614 8 0 64,717 18 3 21,522 0 2 22,328 15 5 166,667 18 1: [101, 469, 1009, 475]
row-values: 1,781 9 1 89,339 179 2,892 71 3 294 10,187 293 31 461 31 663 205 1,761 65 0 0 12,256 16 0 1,035 0 0 617,728 4 0 26,263 15 59,005 16 8 65,688 8 1 181,248 1 2 .. 20 186 107 6,009 874 1,055 0 0 25,279 15 0 40 0 0 1,614 8 0 64,717 18 3 21,522 0 2 22,328 15 5 166,667 18 1: [101, 430, 1009, 436]
in-horses-header: Horses.: [333, 143, 342, 168]
picton-row: [21, 271, 2576, 278]
station-name: Christchurch (Passengers): [25, 391, 100, 398]
in-timber-header: Timber.: [2191, 161, 2219, 171]
out-parcels-header: Parcels.: [237, 143, 246, 170]
row-values: 1,781 9 1 89,339 179 2,892 71 3 294 10,187 293 31 461 31 663 205 1,761 65 0 0 12,256 16 0 1,035 0 0 617,728 4 0 26,263 15 59,005 16 8 65,688 8 1 181,248 1 2 .. 20 186 107 6,009 874 1,055 0 0 25,279 15 0 40 0 0 1,614 8 0 64,717 18 3 21,522 0 2 22,328 15 5 166,667 18 1: [101, 1152, 1009, 1158]
row-values: 1,781 9 1 89,339 179 2,892 71 3 294 10,187 293 31 461 31 663 205 1,761 65 0 0 12,256 16 0 1,035 0 0 617,728 4 0 26,263 15 59,005 16 8 65,688 8 1 181,248 1 2 .. 20 186 107 6,009 874 1,055 0 0 25,279 15 0 40 0 0 1,614 8 0 64,717 18 3 21,522 0 2 22,328 15 5 166,667 18 1: [101, 520, 1009, 527]
cf-expenditure: 62,575 5 3: [142, 1291, 186, 1299]
units-grand-total: Ts. c. q.: [1108, 227, 1130, 235]
station-name: (Cashier): [66, 429, 93, 437]
station-name: Rangitata: [25, 957, 53, 965]
row-values: 1,781 9 1 89,339 179 2,892 71 3 294 10,187 293 31 461 31 663 205 1,761 65 0 0 12,256 16 0 1,035 0 0 617,728 4 0 26,263 15 59,005 16 8 65,688 8 1 181,248 1 2 .. 20 186 107 6,009 874 1,055 0 0 25,279 15 0 40 0 0 1,614 8 0 64,717 18 3 21,522 0 2 22,328 15 5 166,667 18 1: [101, 778, 1009, 784]
return-title: [0, 33, 2576, 50]
hurunui-row: [21, 430, 2576, 437]
hurunui-row: [21, 623, 2576, 630]
traffic-expenditure-header: Traffic Expenditure.: [137, 150, 185, 171]
picton-section-heading: Picton Section.: [25, 234, 75, 243]
out-pigs-header: Pigs.: [469, 143, 478, 160]
row-values: 1,781 9 1 89,339 179 2,892 71 3 294 10,187 293 31 461 31 663 205 1,761 65 0 0 12,256 16 0 1,035 0 0 617,728 4 0 26,263 15 59,005 16 8 65,688 8 1 181,248 1 2 .. 20 186 107 6,009 874 1,055 0 0 25,279 15 0 40 0 0 1,614 8 0 64,717 18 3 21,522 0 2 22,328 15 5 166,667 18 1: [101, 1074, 1009, 1081]
station-name: (Goods): [66, 1215, 90, 1223]
statement-heading: STATEMENT of Revenue and Expenditure of each Station for the Year ended 31st March, 1888.: [1278, 53, 1804, 66]
station-name: (Goods): [66, 1060, 90, 1068]
station-name: Rolleston: [25, 738, 53, 746]
hurunui-row: [21, 378, 2576, 385]
hurunui-row: [21, 675, 2576, 682]
station-name: Little River: [25, 713, 58, 720]
station-name: Head Office: [25, 259, 60, 267]
station-name: Darfield: [25, 764, 49, 772]
station-name: Lyttelton (Coaching): [25, 313, 86, 321]
row-values: 1,781 9 1 89,339 179 2,892 71 3 294 10,187 293 31 461 31 663 205 1,761 65 0 0 12,256 16 0 1,035 0 0 617,728 4 0 26,263 15 59,005 16 8 65,688 8 1 181,248 1 2 .. 20 186 107 6,009 874 1,055 0 0 25,279 15 0 40 0 0 1,614 8 0 64,717 18 3 21,522 0 2 22,328 15 5 166,667 18 1: [101, 1190, 1009, 1196]
hurunui-row: [21, 1061, 2576, 1068]
in-grain-header: Grain.: [2281, 161, 2304, 171]
hurunui-row: [21, 1177, 2576, 1184]
in-calves-header: Calves.: [1807, 143, 1816, 168]
station-name: Oxford (East): [25, 545, 65, 553]
station-name: Springfield: [25, 790, 57, 798]
hurunui-row: [21, 1087, 2576, 1094]
station-name: Winchester: [25, 919, 58, 926]
units-out-chaff: Ts. c. q.: [541, 227, 563, 235]
station-name: Otaio: [25, 1099, 41, 1107]
hurunui-row: [21, 687, 2576, 695]
header-rule-2: [21, 121, 2576, 122]
row-values: 1,781 9 1 89,339 179 2,892 71 3 294 10,187 293 31 461 31 663 205 1,761 65 0 0 12,256 16 0 1,035 0 0 617,728 4 0 26,263 15 59,005 16 8 65,688 8 1 181,248 1 2 .. 20 186 107 6,009 874 1,055 0 0 25,279 15 0 40 0 0 1,614 8 0 64,717 18 3 21,522 0 2 22,328 15 5 166,667 18 1: [101, 611, 1009, 617]
row-values: 1,781 9 1 89,339 179 2,892 71 3 294 10,187 293 31 461 31 663 205 1,761 65 0 0 12,256 16 0 1,035 0 0 617,728 4 0 26,263 15 59,005 16 8 65,688 8 1 181,248 1 2 .. 20 186 107 6,009 874 1,055 0 0 25,279 15 0 40 0 0 1,614 8 0 64,717 18 3 21,522 0 2 22,328 15 5 166,667 18 1: [101, 1139, 1009, 1145]
picton-total-tickets: 20,845: [187, 281, 213, 289]
hurunui-row: [21, 1074, 2576, 1081]
in-equiv-header: Equiv. Tonnage for Live Stock, &c.: [1872, 150, 1917, 192]
station-name: Waikari: [25, 597, 47, 604]
row-values: 1,781 9 1 89,339 179 2,892 71 3 294 10,187 293 31 461 31 663 205 1,761 65 0 0 12,256 16 0 1,035 0 0 617,728 4 0 26,263 15 59,005 16 8 65,688 8 1 181,248 1 2 .. 20 186 107 6,009 874 1,055 0 0 25,279 15 0 40 0 0 1,614 8 0 64,717 18 3 21,522 0 2 22,328 15 5 166,667 18 1: [101, 1036, 1009, 1042]
hurunui-row: [21, 352, 2576, 360]
hurunui-row: [21, 932, 2576, 939]
